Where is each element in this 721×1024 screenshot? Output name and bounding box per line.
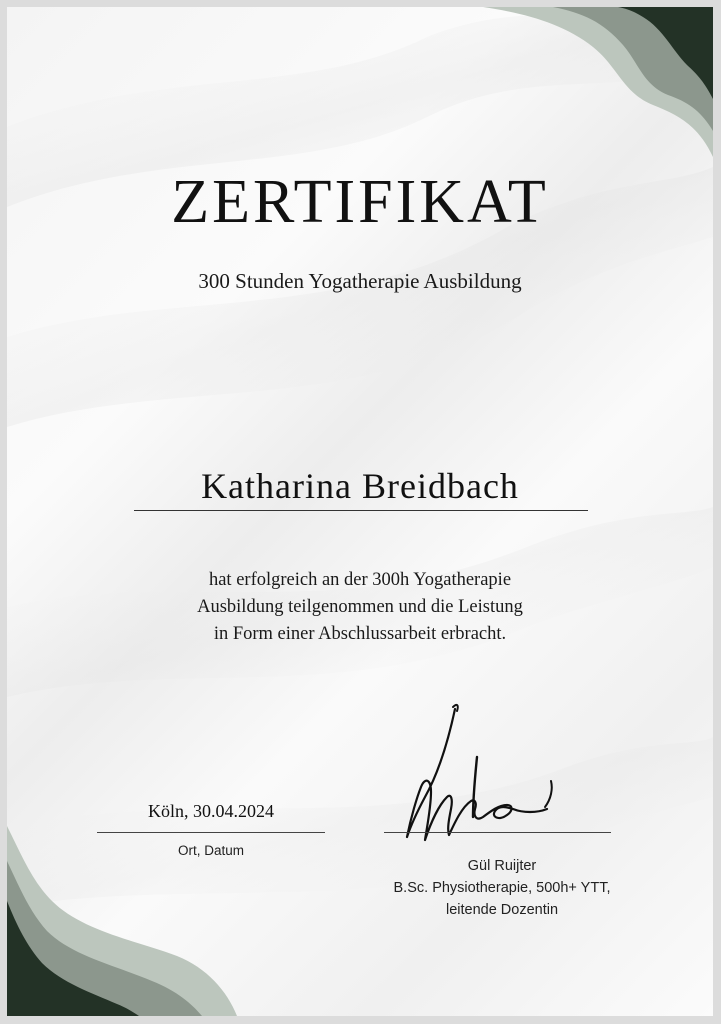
place-date-label: Ort, Datum bbox=[177, 843, 244, 858]
certificate-subtitle: 300 Stunden Yogatherapie Ausbildung bbox=[198, 269, 522, 293]
signer-block bbox=[357, 855, 647, 921]
recipient-name: Katharina Breidbach bbox=[201, 466, 519, 506]
signer-credentials: B.Sc. Physiotherapie, 500h+ YTT, bbox=[393, 880, 611, 896]
name-underline bbox=[134, 510, 588, 511]
signature-line bbox=[384, 832, 611, 833]
place-date-line bbox=[97, 832, 325, 833]
body-line: hat erfolgreich an der 300h Yogatherapie bbox=[208, 570, 512, 590]
body-line: Ausbildung teilgenommen und die Leistung bbox=[197, 597, 523, 617]
place-date-value: Köln, 30.04.2024 bbox=[148, 801, 274, 821]
certificate-title: ZERTIFIKAT bbox=[171, 168, 549, 236]
signer-name: Gül Ruijter bbox=[467, 858, 537, 874]
signer-role: leitende Dozentin bbox=[445, 902, 559, 918]
body-line: in Form einer Abschlussarbeit erbracht. bbox=[213, 624, 507, 644]
certificate-body bbox=[110, 567, 610, 648]
certificate-page bbox=[7, 7, 713, 1016]
handwritten-signature-icon bbox=[387, 697, 557, 842]
corner-decoration-top-right bbox=[483, 7, 713, 157]
